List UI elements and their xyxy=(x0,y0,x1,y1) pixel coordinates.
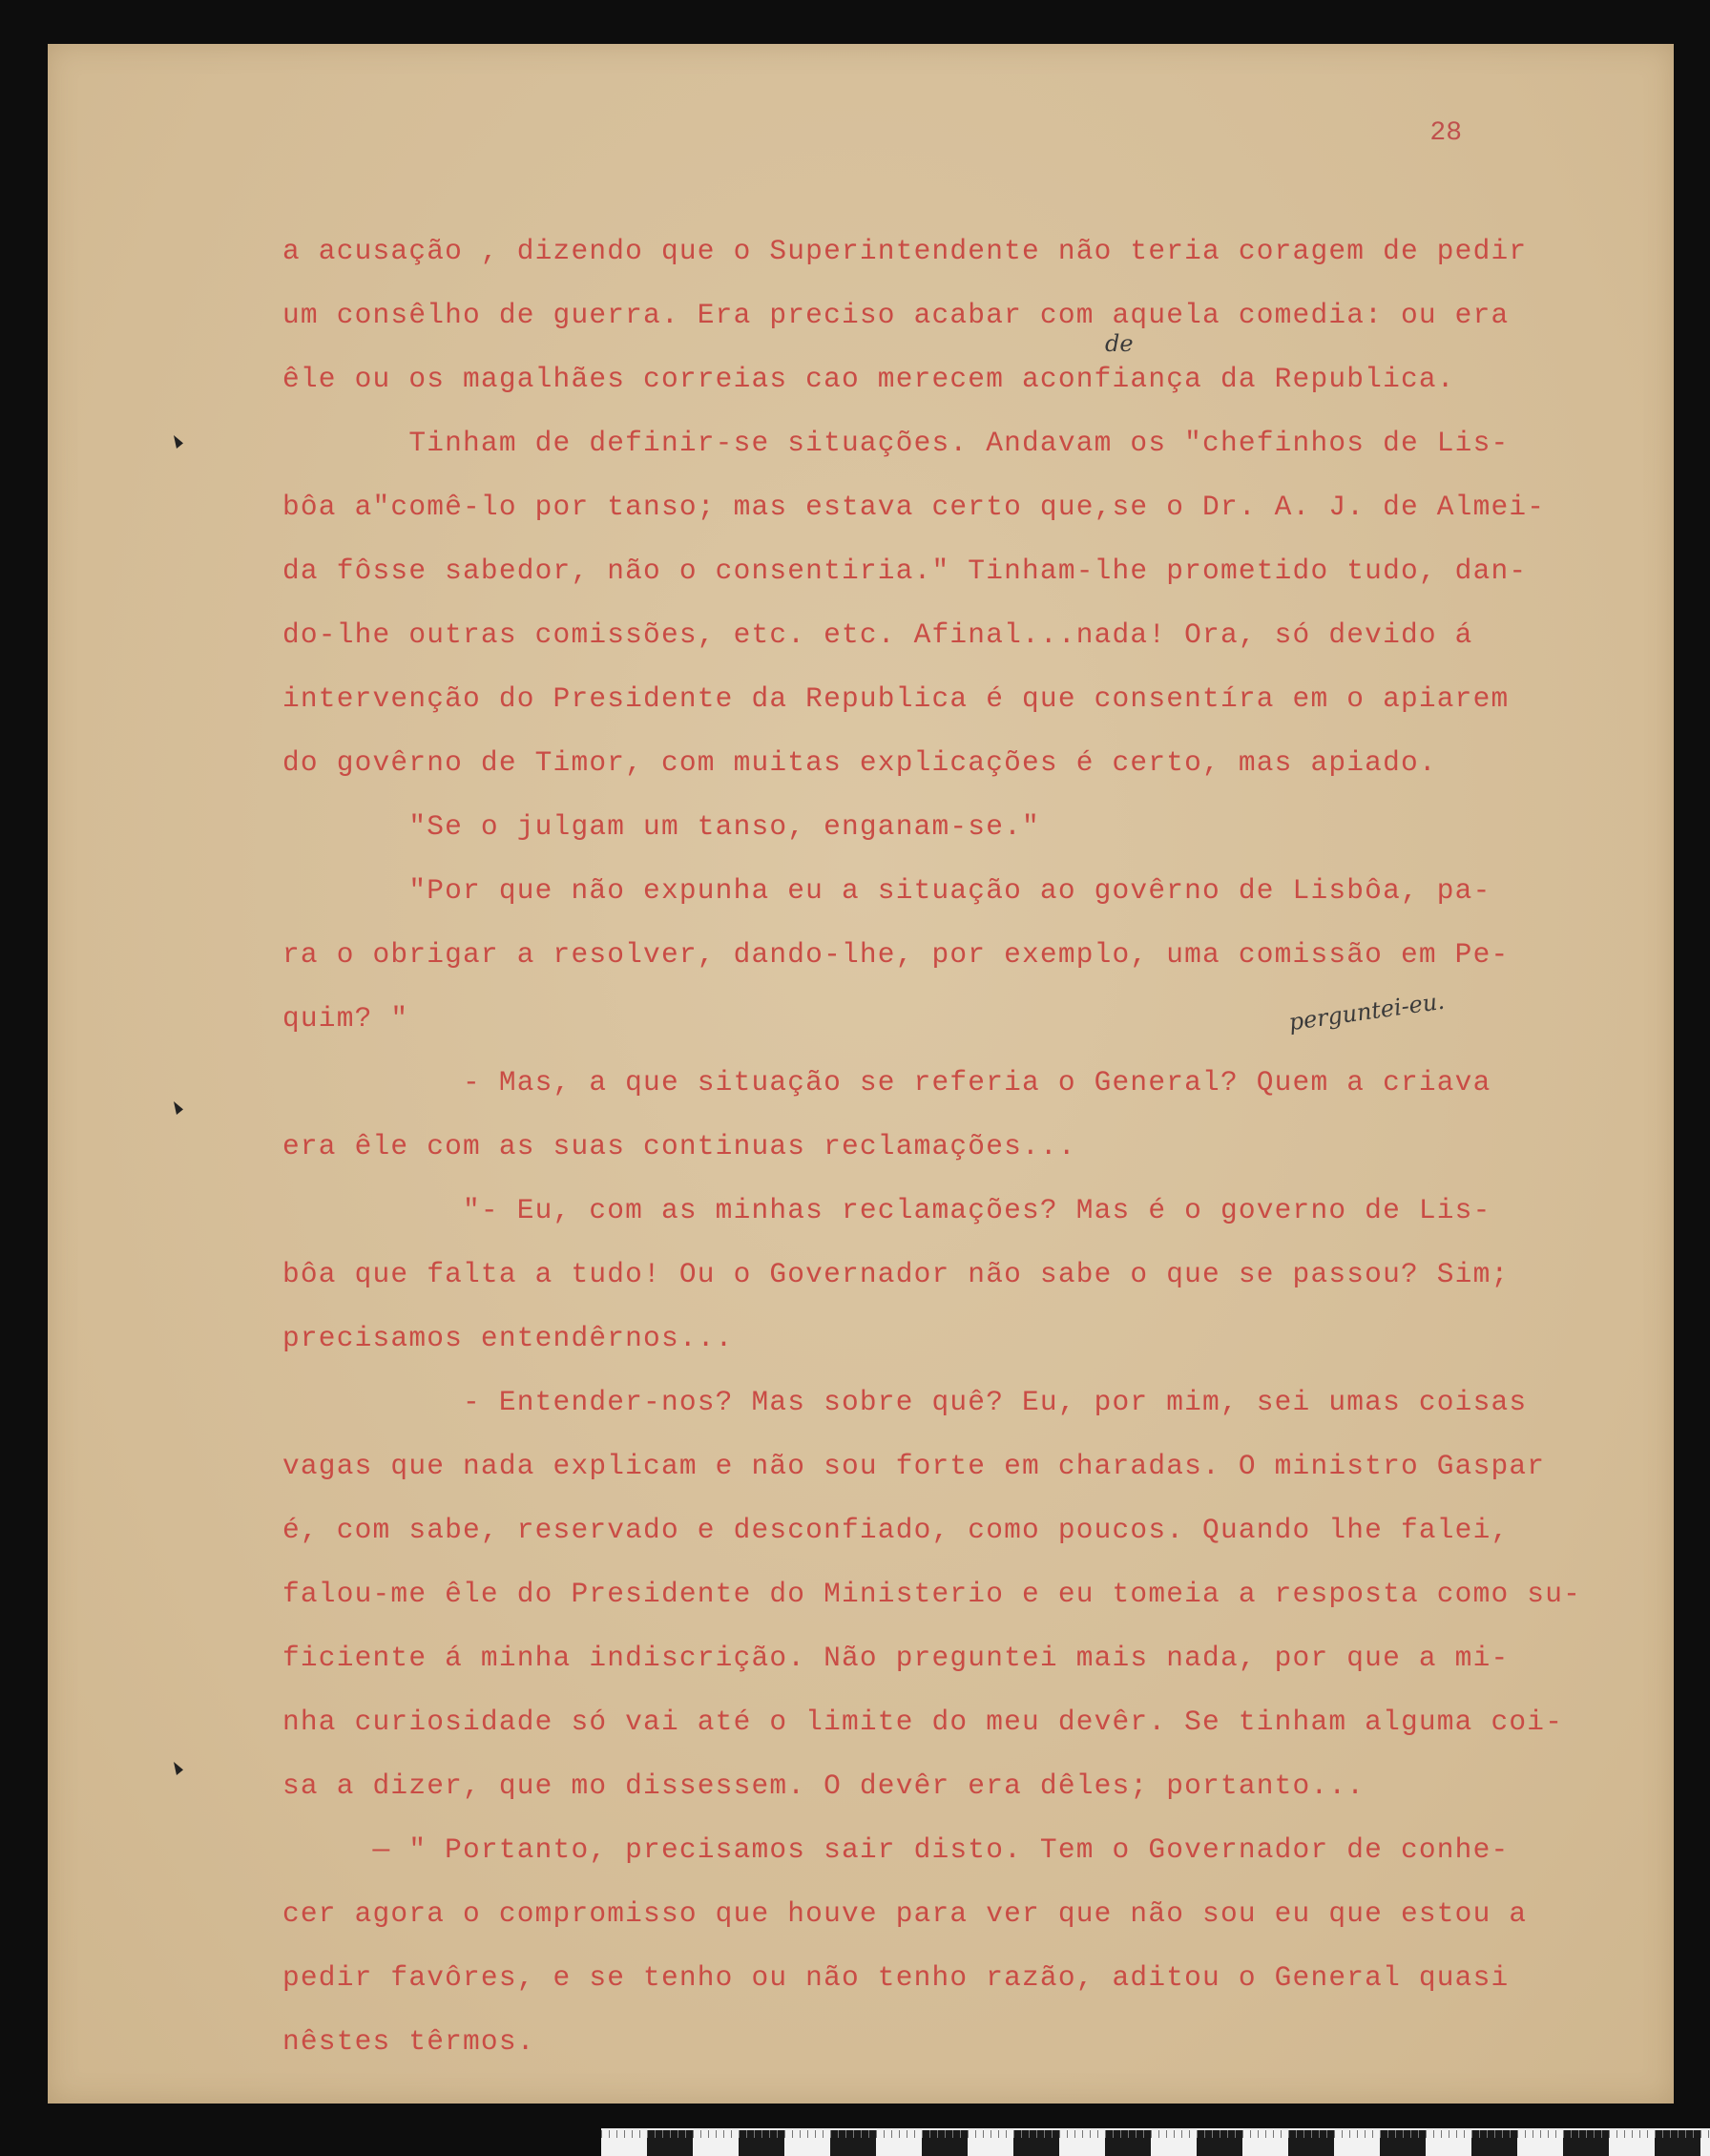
text-line: a acusação , dizendo que o Superintendente não teria coragem de pedir xyxy=(282,235,1528,267)
text-line: ra o obrigar a resolver, dando-lhe, por exemplo, uma comissão em Pe- xyxy=(282,938,1510,971)
text-line: ficiente á minha indiscrição. Não preguntei mais nada, por que a mi- xyxy=(282,1642,1510,1674)
handwritten-insertion: de xyxy=(1105,330,1134,357)
text-line: nêstes têrmos. xyxy=(282,2025,535,2058)
text-line: era êle com as suas continuas reclamações... xyxy=(282,1130,1076,1162)
text-line: falou-me êle do Presidente do Ministerio e eu tomeia a resposta como su- xyxy=(282,1578,1582,1610)
text-line: - Mas, a que situação se referia o General? Quem a criava xyxy=(282,1066,1491,1099)
scale-ruler xyxy=(601,2128,1710,2156)
text-line: da fôsse sabedor, não o consentiria." Tinham-lhe prometido tudo, dan- xyxy=(282,555,1528,587)
text-line: do govêrno de Timor, com muitas explicações é certo, mas apiado. xyxy=(282,746,1437,779)
text-line: pedir favôres, e se tenho ou não tenho razão, aditou o General quasi xyxy=(282,1961,1510,1994)
text-line: sa a dizer, que mo dissessem. O devêr era dêles; portanto... xyxy=(282,1769,1366,1802)
text-line: nha curiosidade só vai até o limite do meu devêr. Se tinham alguma coi- xyxy=(282,1706,1564,1738)
margin-mark xyxy=(174,1762,183,1775)
text-line: um consêlho de guerra. Era preciso acabar com aquela comedia: ou era xyxy=(282,299,1510,331)
text-line: êle ou os magalhães correias cao merecem aconfiança da Republica. xyxy=(282,363,1455,395)
text-line: cer agora o compromisso que houve para ver que não sou eu que estou a xyxy=(282,1897,1528,1930)
text-line: quim? " xyxy=(282,1002,409,1035)
text-line: é, com sabe, reservado e desconfiado, como poucos. Quando lhe falei, xyxy=(282,1514,1510,1546)
text-line: bôa que falta a tudo! Ou o Governador não sabe o que se passou? Sim; xyxy=(282,1258,1510,1290)
text-line: "Se o julgam um tanso, enganam-se." xyxy=(282,810,1040,843)
page-number: 28 xyxy=(1429,118,1462,148)
text-line: - Entender-nos? Mas sobre quê? Eu, por mim, sei umas coisas xyxy=(282,1386,1528,1418)
margin-mark xyxy=(174,435,183,449)
text-line: bôa a"comê-lo por tanso; mas estava certo que,se o Dr. A. J. de Almei- xyxy=(282,491,1546,523)
text-line: precisamos entendêrnos... xyxy=(282,1322,752,1354)
text-line: do-lhe outras comissões, etc. etc. Afinal...nada! Ora, só devido á xyxy=(282,618,1473,651)
text-line: — " Portanto, precisamos sair disto. Tem o Governador de conhe- xyxy=(282,1833,1510,1866)
text-line: vagas que nada explicam e não sou forte em charadas. O ministro Gaspar xyxy=(282,1450,1546,1482)
text-line: Tinham de definir-se situações. Andavam os "chefinhos de Lis- xyxy=(282,427,1510,459)
text-line: "Por que não expunha eu a situação ao govêrno de Lisbôa, pa- xyxy=(282,874,1491,907)
typewritten-page xyxy=(48,44,1674,2104)
text-line: intervenção do Presidente da Republica é que consentíra em o apiarem xyxy=(282,682,1510,715)
text-line: "- Eu, com as minhas reclamações? Mas é o governo de Lis- xyxy=(282,1194,1491,1226)
handwritten-margin-note: perguntei-eu. xyxy=(1286,987,1447,1036)
margin-mark xyxy=(174,1101,183,1115)
